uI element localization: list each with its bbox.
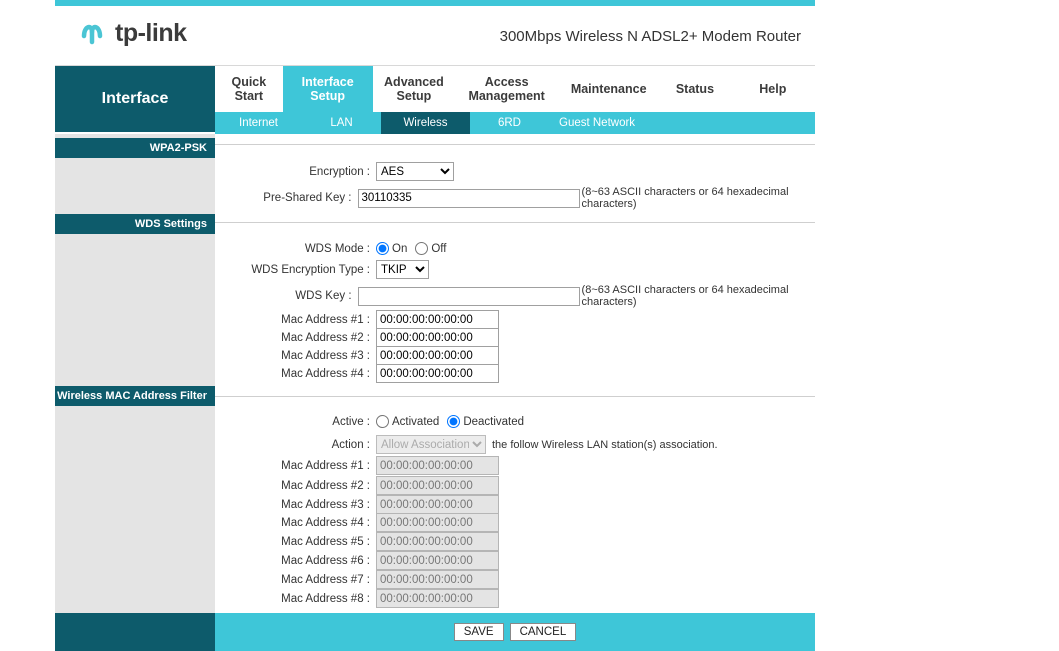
encryption-select[interactable] (376, 162, 454, 181)
tab-interface-setup[interactable] (283, 66, 373, 112)
row-filter-mac-4 (215, 513, 499, 532)
brand-name: tp-link (115, 18, 187, 47)
tplink-logo (75, 16, 187, 50)
tab-help-label: Help (759, 82, 787, 96)
filter-action-suffix: the follow Wireless LAN station(s) association. (492, 438, 718, 451)
wds-mac-4-input[interactable] (376, 364, 499, 383)
divider-wpa2psk (215, 144, 815, 145)
wds-key-hint: (8~63 ASCII characters or 64 hexadecimal characters) (581, 284, 789, 308)
tab-status-label: Status (675, 82, 715, 96)
page-title: Interface (55, 66, 215, 132)
preshared-key-input[interactable] (358, 189, 580, 208)
section-label-wpa2psk: WPA2-PSK (55, 138, 215, 158)
row-filter-mac-2 (215, 476, 499, 495)
divider-mac-filter (215, 396, 815, 397)
wds-encryption-label: WDS Encryption Type : (251, 263, 370, 276)
filter-mac-3-label: Mac Address #3 : (281, 498, 370, 511)
subtab-guest-network[interactable]: Guest Network (559, 117, 636, 129)
content-panel (215, 134, 815, 613)
tab-advanced-setup[interactable] (373, 75, 456, 103)
wds-mac-1-input[interactable] (376, 310, 499, 329)
wds-mac-2-label: Mac Address #2 : (281, 331, 370, 344)
wds-mode-label: WDS Mode : (304, 242, 370, 255)
subtab-internet[interactable]: Internet (239, 117, 278, 129)
subtab-wireless[interactable]: Wireless (381, 112, 470, 134)
wds-mode-off-label: Off (431, 242, 447, 255)
filter-mac-4-input[interactable] (376, 513, 499, 532)
subtab-6rd[interactable]: 6RD (497, 117, 521, 129)
preshared-key-hint: (8~63 ASCII characters or 64 hexadecimal characters) (581, 186, 789, 210)
tab-access-management[interactable] (455, 75, 558, 103)
row-wds-encryption-type (215, 260, 429, 279)
filter-mac-6-input[interactable] (376, 551, 499, 570)
filter-activated-label: Activated (392, 415, 440, 428)
row-filter-mac-7 (215, 570, 499, 589)
section-label-mac-filter: Wireless MAC Address Filter (55, 386, 215, 406)
footer-left-panel (55, 613, 215, 651)
wds-key-label: WDS Key : (295, 290, 352, 302)
sub-nav (215, 112, 815, 134)
row-wds-mac-2 (215, 328, 499, 347)
wds-mac-3-label: Mac Address #3 : (281, 349, 370, 362)
row-wds-mac-3 (215, 346, 499, 365)
row-filter-active (215, 415, 532, 428)
wds-key-input[interactable] (358, 287, 580, 306)
row-filter-mac-1 (215, 456, 499, 475)
filter-mac-4-label: Mac Address #4 : (281, 516, 370, 529)
row-filter-mac-3 (215, 495, 499, 514)
wds-mode-on-option[interactable] (376, 242, 407, 255)
save-button[interactable]: SAVE (454, 623, 504, 641)
cancel-button[interactable]: CANCEL (510, 623, 577, 641)
tab-interface-setup-label: Interface Setup (301, 75, 354, 103)
encryption-label: Encryption : (309, 165, 370, 178)
wds-mode-on-label: On (392, 242, 408, 255)
row-filter-mac-5 (215, 532, 499, 551)
row-encryption (215, 162, 454, 181)
tab-access-management-label: Access Management (468, 75, 545, 103)
row-filter-mac-8 (215, 589, 499, 608)
wds-mode-off-radio[interactable] (415, 242, 428, 255)
filter-mac-2-label: Mac Address #2 : (281, 479, 370, 492)
filter-mac-6-label: Mac Address #6 : (281, 554, 370, 567)
page-header (55, 6, 815, 66)
filter-mac-2-input[interactable] (376, 476, 499, 495)
filter-mac-1-label: Mac Address #1 : (281, 459, 370, 472)
divider-wds (215, 222, 815, 223)
tab-quick-start[interactable] (215, 75, 283, 103)
wds-mac-2-input[interactable] (376, 328, 499, 347)
filter-action-label: Action : (331, 438, 370, 451)
nav-items (215, 66, 815, 112)
footer-actions (215, 613, 815, 651)
tab-status[interactable] (659, 82, 730, 96)
row-wds-key (215, 284, 815, 308)
tab-help[interactable] (731, 82, 815, 96)
filter-mac-8-label: Mac Address #8 : (281, 592, 370, 605)
tab-maintenance[interactable] (558, 82, 659, 96)
device-model: 300Mbps Wireless N ADSL2+ Modem Router (499, 28, 801, 45)
wds-mac-4-label: Mac Address #4 : (281, 367, 370, 380)
preshared-key-label: Pre-Shared Key : (263, 192, 352, 204)
tplink-logo-icon (75, 16, 109, 50)
wds-mode-on-radio[interactable] (376, 242, 389, 255)
filter-mac-8-input[interactable] (376, 589, 499, 608)
tab-maintenance-label: Maintenance (570, 82, 647, 96)
filter-mac-7-label: Mac Address #7 : (281, 573, 370, 586)
filter-mac-1-input[interactable] (376, 456, 499, 475)
filter-deactivated-radio[interactable] (447, 415, 460, 428)
filter-activated-option[interactable] (376, 415, 439, 428)
filter-action-select[interactable] (376, 435, 486, 454)
filter-activated-radio[interactable] (376, 415, 389, 428)
filter-deactivated-option[interactable] (447, 415, 524, 428)
wds-encryption-select[interactable] (376, 260, 429, 279)
filter-active-label: Active : (332, 415, 370, 428)
filter-mac-5-label: Mac Address #5 : (281, 535, 370, 548)
row-filter-mac-6 (215, 551, 499, 570)
section-label-wds: WDS Settings (55, 214, 215, 234)
filter-deactivated-label: Deactivated (463, 415, 525, 428)
left-panel (55, 134, 215, 613)
row-preshared-key (215, 186, 815, 210)
tab-quick-start-label: Quick Start (231, 75, 267, 103)
filter-mac-3-input[interactable] (376, 495, 499, 514)
row-wds-mac-4 (215, 364, 499, 383)
tab-advanced-setup-label: Advanced Setup (384, 75, 444, 103)
wds-mode-off-option[interactable] (415, 242, 446, 255)
wds-mac-1-label: Mac Address #1 : (281, 313, 370, 326)
filter-mac-5-input[interactable] (376, 532, 499, 551)
subtab-lan[interactable]: LAN (330, 117, 353, 129)
row-wds-mac-1 (215, 310, 499, 329)
row-filter-action (215, 435, 718, 454)
wds-mac-3-input[interactable] (376, 346, 499, 365)
filter-mac-7-input[interactable] (376, 570, 499, 589)
row-wds-mode (215, 242, 454, 255)
